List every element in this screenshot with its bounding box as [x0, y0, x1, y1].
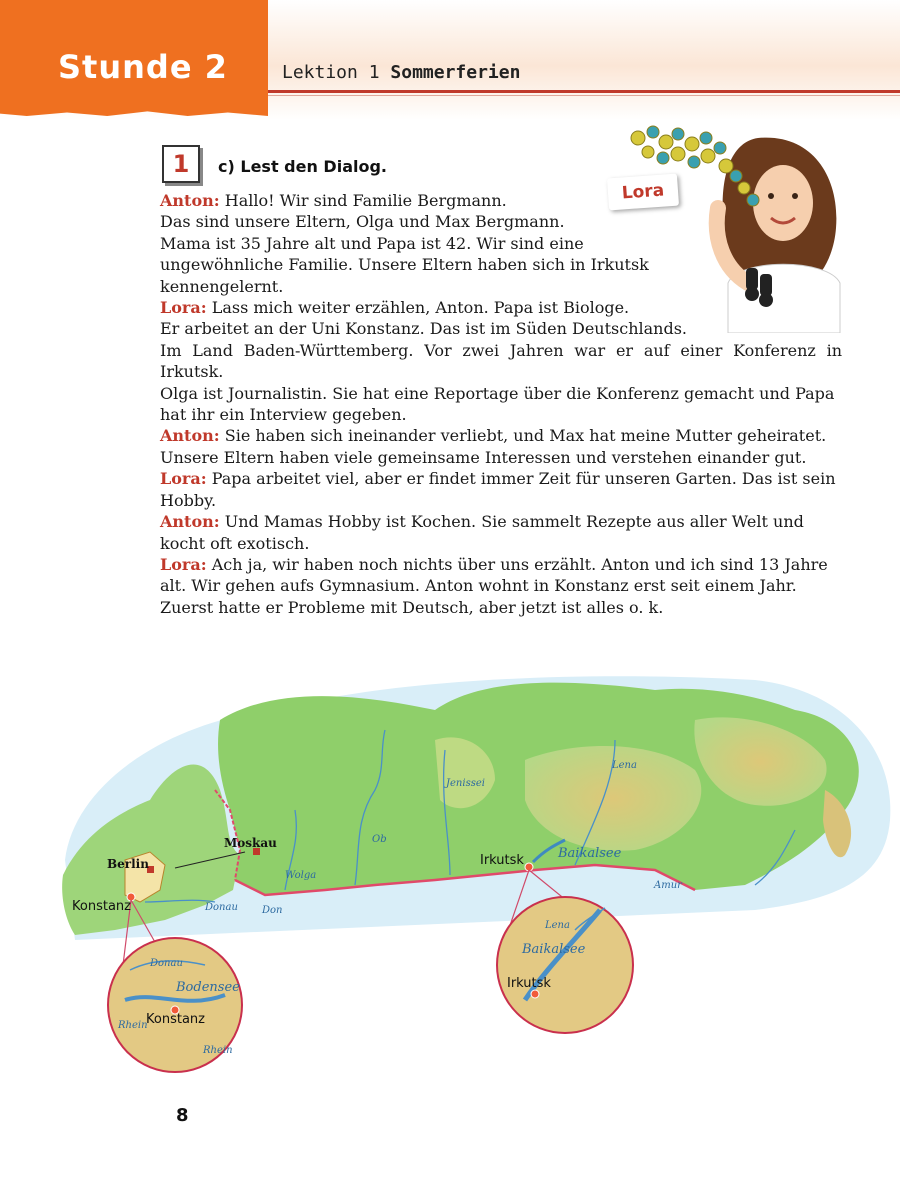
lektion-heading	[282, 62, 520, 83]
dialog-line	[160, 211, 842, 232]
map-label-baikalsee: Baikalsee	[558, 846, 622, 861]
map-label-amur: Amur	[654, 880, 682, 891]
dialog-line-text: Mama ist 35 Jahre alt und Papa ist 42. Wir sind eine	[160, 233, 584, 253]
map-irkutsk-marker	[525, 863, 533, 871]
map-label-jenissei: Jenissei	[446, 778, 485, 789]
dialog-line	[160, 276, 842, 297]
dialog-line	[160, 554, 842, 575]
map-label-moskau: Moskau	[224, 836, 277, 850]
dialog-line	[160, 297, 842, 318]
speaker-name: Anton:	[160, 512, 220, 532]
dialog-line-text: Hobby.	[160, 490, 217, 510]
map-label-lena: Lena	[612, 760, 637, 771]
lektion-number: Lektion 1	[282, 62, 380, 83]
speaker-name: Anton:	[160, 191, 220, 210]
dialog-line-text: Papa arbeitet viel, aber er findet immer Zeit für unseren Garten. Das ist sein	[206, 469, 836, 489]
dialog-line-text: Olga ist Journalistin. Sie hat eine Reportage über die Konferenz gemacht und Papa	[160, 383, 835, 403]
dialog-line-text: Ach ja, wir haben noch nichts über uns erzählt. Anton und ich sind 13 Jahre	[206, 554, 828, 574]
dialog-line	[160, 383, 842, 404]
dialog-line-text: Im Land Baden-Württemberg. Vor zwei Jahren war er auf einer Konferenz in Irkutsk.	[160, 340, 842, 382]
inset-label-donau: Donau	[150, 958, 183, 969]
dialog-line-text: ungewöhnliche Familie. Unsere Eltern haben sich in Irkutsk	[160, 255, 649, 275]
inset-label-rhein-2: Rhein	[203, 1045, 233, 1056]
inset-label-irkutsk: Irkutsk	[507, 976, 551, 991]
dialog-line	[160, 233, 842, 254]
dialog-line-text: Und Mamas Hobby ist Kochen. Sie sammelt Rezepte aus aller Welt und	[219, 512, 804, 532]
speaker-name: Lora:	[160, 298, 207, 318]
map-label-ob: Ob	[372, 834, 387, 845]
dialog-line-text: alt. Wir gehen aufs Gymnasium. Anton wohnt in Konstanz erst seit einem Jahr.	[160, 576, 797, 596]
header-divider	[268, 90, 900, 93]
lektion-topic: Sommerferien	[390, 62, 521, 83]
inset-label-baikalsee: Baikalsee	[522, 942, 586, 957]
inset-label-lena: Lena	[545, 920, 570, 931]
dialog-line	[160, 447, 842, 468]
dialog-line-text: Das sind unsere Eltern, Olga und Max Bergmann.	[160, 212, 565, 232]
stunde-title: Stunde 2	[58, 48, 228, 86]
dialog-line	[160, 254, 842, 275]
dialog-line-text: kennengelernt.	[160, 276, 284, 296]
dialog-text	[160, 190, 842, 618]
dialog-line-text: Sie haben sich ineinander verliebt, und Max hat meine Mutter geheiratet.	[219, 426, 827, 446]
dialog-line	[160, 318, 842, 339]
page-number: 8	[176, 1105, 189, 1126]
speaker-name: Anton:	[160, 426, 220, 446]
lora-name-tag: Lora	[607, 174, 679, 211]
header-divider-thin	[268, 95, 900, 96]
map-label-konstanz: Konstanz	[72, 899, 131, 914]
map-label-don: Don	[262, 905, 283, 916]
dialog-line	[160, 490, 842, 511]
dialog-line	[160, 533, 842, 554]
dialog-line	[160, 404, 842, 425]
dialog-line-text: Er arbeitet an der Uni Konstanz. Das ist im Süden Deutschlands.	[160, 319, 688, 339]
map-label-irkutsk: Irkutsk	[480, 853, 524, 868]
inset-baikal	[497, 897, 633, 1033]
dialog-line	[160, 511, 842, 532]
exercise-number-box: 1	[162, 145, 200, 183]
dialog-line-text: Zuerst hatte er Probleme mit Deutsch, aber jetzt ist alles o. k.	[160, 597, 664, 617]
dialog-line	[160, 340, 842, 383]
speaker-name: Lora:	[160, 554, 207, 574]
dialog-line	[160, 468, 842, 489]
map-label-wolga: Wolga	[285, 870, 317, 881]
dialog-line	[160, 597, 842, 618]
dialog-line-text: kocht oft exotisch.	[160, 533, 310, 553]
map-label-donau: Donau	[205, 902, 238, 913]
exercise-instruction: c) Lest den Dialog.	[218, 157, 387, 176]
inset-label-konstanz: Konstanz	[146, 1012, 205, 1027]
dialog-line-text: Unsere Eltern haben viele gemeinsame Interessen und verstehen einander gut.	[160, 447, 807, 467]
map-label-berlin: Berlin	[107, 857, 149, 871]
dialog-line	[160, 425, 842, 446]
inset-label-rhein: Rhein	[118, 1020, 148, 1031]
dialog-line-text: Lass mich weiter erzählen, Anton. Papa ist Biologe.	[206, 298, 630, 318]
dialog-line	[160, 575, 842, 596]
inset-label-bodensee: Bodensee	[176, 980, 240, 995]
dialog-line-text: Hallo! Wir sind Familie Bergmann.	[219, 191, 507, 210]
speaker-name: Lora:	[160, 469, 207, 489]
dialog-line-text: hat ihr ein Interview gegeben.	[160, 405, 407, 425]
dialog-line	[160, 190, 842, 211]
